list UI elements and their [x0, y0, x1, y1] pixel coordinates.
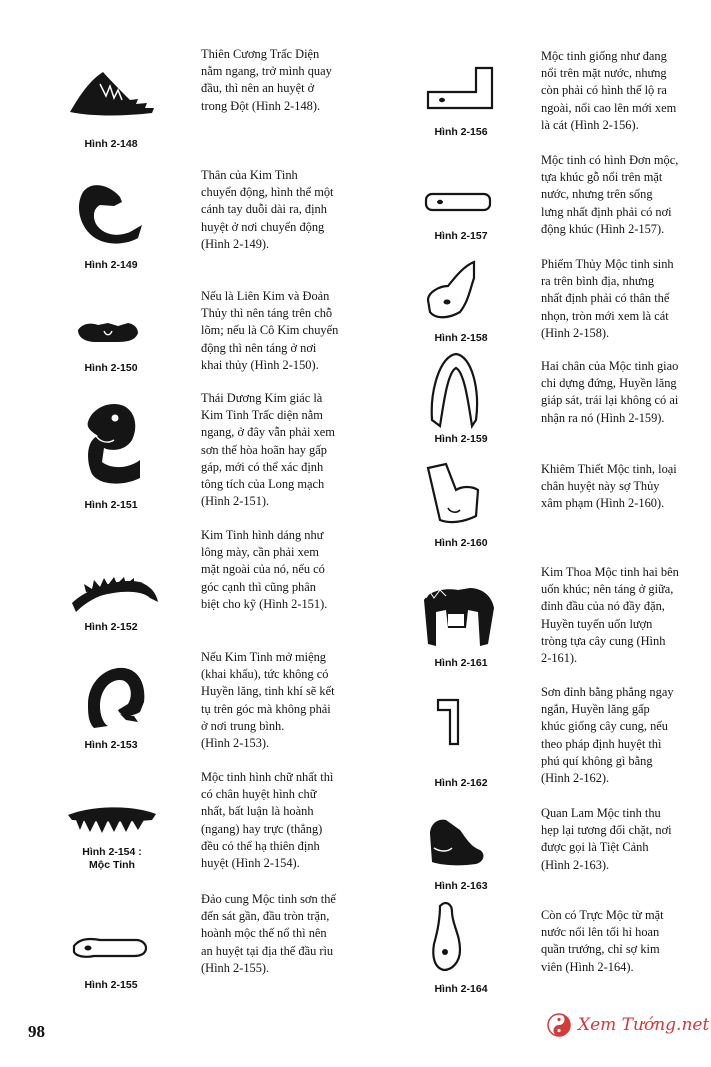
caption-2-151: Hình 2-151 — [84, 499, 138, 511]
caption-2-155: Hình 2-155 — [84, 979, 138, 991]
caption-2-159: Hình 2-159 — [434, 433, 488, 445]
figure-2-160 — [428, 464, 478, 522]
caption-2-158: Hình 2-158 — [434, 332, 488, 344]
figure-2-152 — [72, 577, 158, 612]
figure-2-163 — [430, 820, 483, 866]
text-2-150: Nếu là Liên Kim và Đoản Thủy thì nên táng trên chỗ lõm; nếu là Cô Kim chuyển động thì nên táng ở nơi khai thủy (Hình 2-150). — [201, 289, 339, 372]
figure-2-162 — [438, 700, 458, 744]
caption-2-154: Hình 2-154 : Mộc Tinh — [82, 846, 142, 871]
caption-2-150: Hình 2-150 — [84, 362, 138, 374]
text-2-164: Còn có Trực Mộc từ mặt nước nổi lên tối hỉ hoan quần trướng, chỉ sợ kim viên (Hình 2-164). — [541, 908, 664, 974]
figure-2-153 — [88, 668, 144, 728]
figure-2-148 — [70, 72, 154, 116]
caption-2-152: Hình 2-152 — [84, 621, 138, 633]
page-number: 98 — [28, 1022, 45, 1041]
figure-2-158 — [428, 262, 474, 317]
text-2-151: Thái Dương Kim giác là Kim Tinh Trấc diện nằm ngang, ở đây vẫn phải xem sơn thế hòa hoãn hay gấp gáp, mới có thể xác định tông tích của Long mạch (Hình 2-151). — [201, 391, 335, 509]
figure-2-161 — [424, 588, 494, 646]
text-2-158: Phiếm Thủy Mộc tinh sinh ra trên bình địa, nhưng nhất định phải có thân thể nhọn, tròn mới xem là cát (Hình 2-158). — [541, 257, 674, 340]
figure-2-150 — [78, 323, 138, 342]
caption-2-161: Hình 2-161 — [434, 657, 488, 669]
figure-2-164 — [433, 903, 460, 970]
figure-2-154 — [68, 807, 156, 833]
text-2-163: Quan Lam Mộc tinh thu hẹp lại tương đối chặt, nơi được gọi là Tiệt Cảnh (Hình 2-163). — [541, 806, 672, 872]
watermark-text: Xem Tướng.net — [578, 1015, 710, 1035]
figure-2-156 — [428, 68, 492, 108]
caption-2-163: Hình 2-163 — [434, 880, 488, 892]
figure-2-155 — [74, 939, 146, 957]
caption-2-156: Hình 2-156 — [434, 126, 488, 138]
text-2-148: Thiên Cương Trấc Diện nằm ngang, trở mình quay đầu, thì nên an huyệt ở trong Đột (Hình 2-148). — [201, 47, 332, 113]
caption-2-164: Hình 2-164 — [434, 983, 488, 995]
caption-2-153: Hình 2-153 — [84, 739, 138, 751]
text-2-162: Sơn đỉnh bằng phẳng ngay ngắn, Huyền lăng gấp khúc giống cây cung, nếu theo pháp định huyệt thì phú quí không gì bằng (Hình 2-162). — [541, 685, 674, 786]
text-2-161: Kim Thoa Mộc tinh hai bên uốn khúc; nên táng ở giữa, đỉnh đầu của nó đầy đặn, Huyền tuyến uốn lượn tròng tựa cây cung (Hình 2-161). — [541, 565, 679, 666]
text-2-160: Khiêm Thiết Mộc tinh, loại chân huyệt này sợ Thủy xâm phạm (Hình 2-160). — [541, 462, 677, 511]
figure-2-151 — [88, 404, 140, 484]
yin-yang-icon — [546, 1012, 572, 1038]
caption-2-162: Hình 2-162 — [434, 777, 488, 789]
text-2-159: Hai chân của Mộc tinh giao chi dựng đứng, Huyền lăng giáp sát, trái lại không có ai nhận ra nó (Hình 2-159). — [541, 359, 679, 425]
text-2-152: Kim Tinh hình dáng như lông mày, cần phải xem mặt ngoài của nó, nếu có góc cạnh thì cũng phân biệt cho kỹ (Hình 2-151). — [201, 528, 328, 611]
text-2-154: Mộc tinh hình chữ nhất thì có chân huyệt hình chữ nhất, bất luận là hoành (ngang) hay trực (thẳng) đều có thể hạ thiên định huyệt (Hình 2-154). — [201, 770, 334, 871]
text-2-153: Nếu Kim Tinh mở miệng (khai khẩu), tức không có Huyền lăng, tinh khí sẽ kết tụ trên góc mà không phải ở nơi trung bình. (Hình 2-153). — [201, 650, 335, 751]
caption-2-148: Hình 2-148 — [84, 138, 138, 150]
caption-2-149: Hình 2-149 — [84, 259, 138, 271]
text-2-156: Mộc tinh giống như đang nổi trên mặt nước, nhưng còn phải có hình thế lộ ra ngoài, nổi cao lên mới xem là cát (Hình 2-156). — [541, 49, 677, 132]
text-2-155: Đảo cung Mộc tinh sơn thế đến sát gần, đầu tròn trặn, hoành mộc thế nổ thì nên an huyệt tại địa thế đầu rìu (Hình 2-155). — [201, 892, 336, 975]
figure-2-149 — [79, 185, 142, 243]
caption-2-160: Hình 2-160 — [434, 537, 488, 549]
text-2-157: Mộc tinh có hình Đơn mộc, tựa khúc gỗ nổi trên mặt nước, nhưng trên sống lưng nhất định phải có nơi động khúc (Hình 2-157). — [541, 153, 679, 236]
figure-2-157 — [426, 194, 490, 210]
text-2-149: Thân của Kim Tinh chuyển động, hình thể một cánh tay duỗi dài ra, định huyệt ở nơi chuyển động (Hình 2-149). — [201, 168, 334, 251]
caption-2-157: Hình 2-157 — [434, 230, 488, 242]
watermark-logo — [546, 1012, 709, 1038]
figure-2-159 — [432, 354, 477, 426]
